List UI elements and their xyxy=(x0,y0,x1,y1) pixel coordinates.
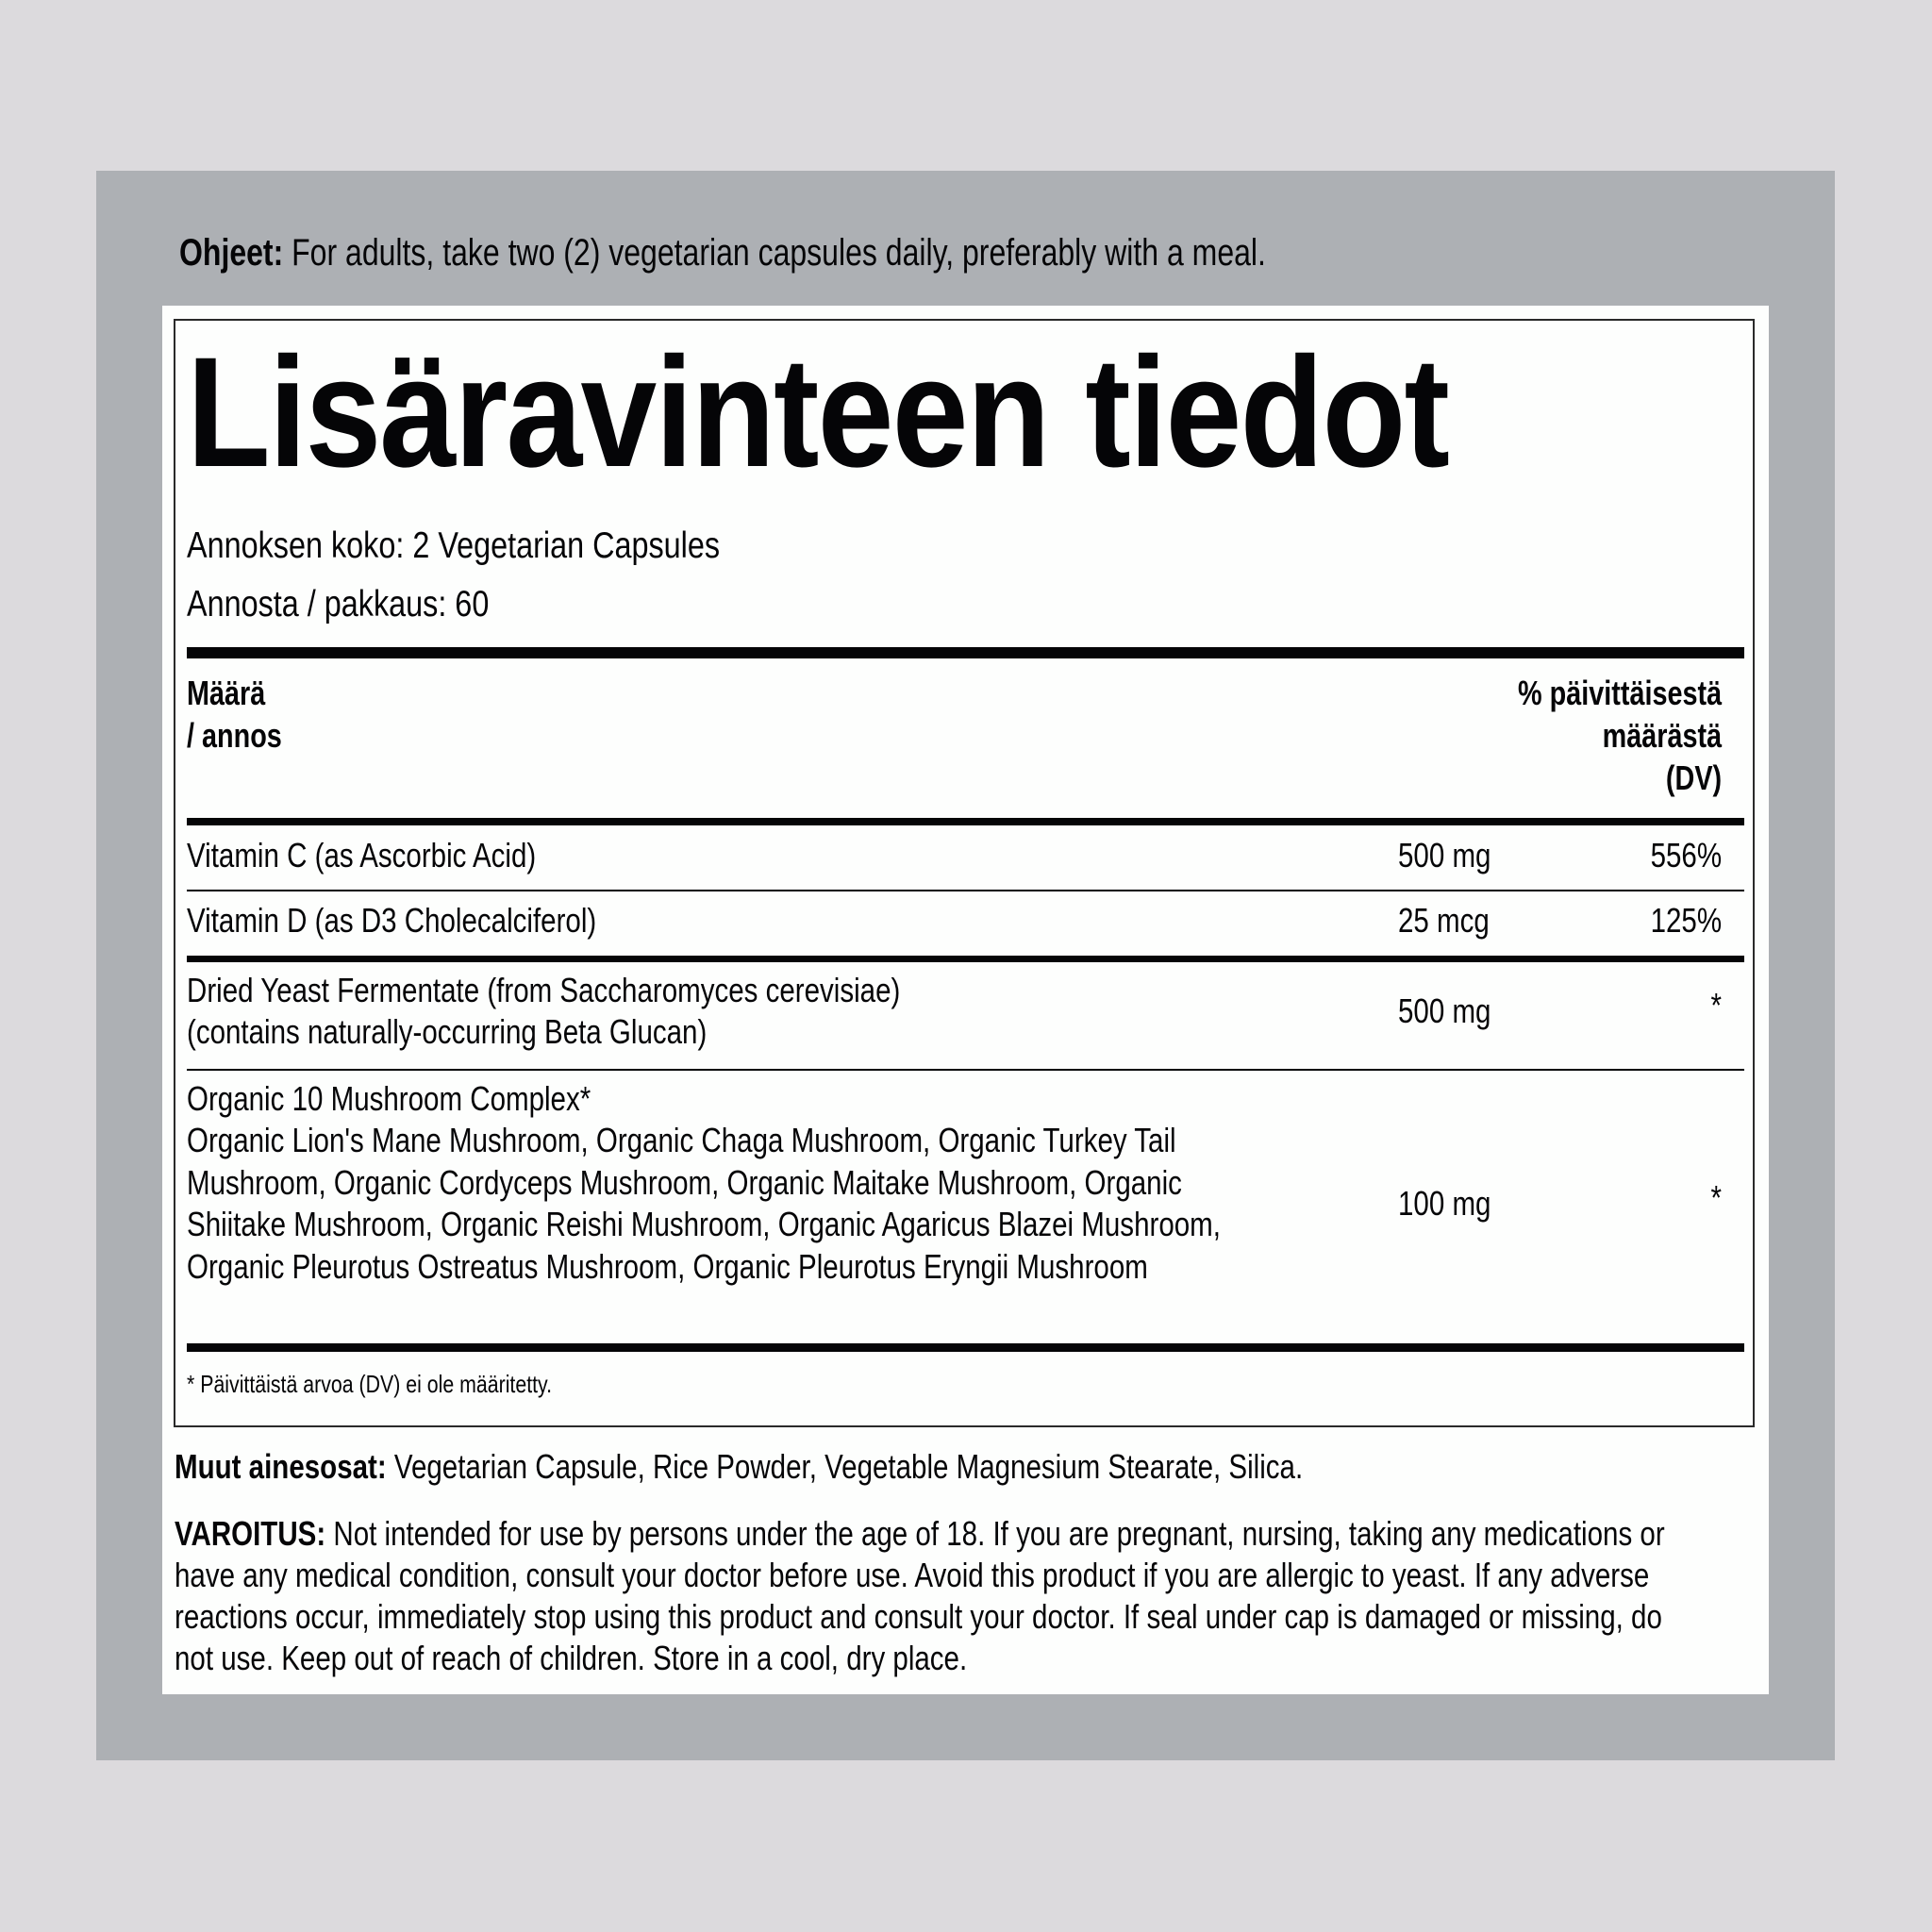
nutrient-amount: 500 mg xyxy=(1398,836,1491,874)
mushroom-complex-name: Organic 10 Mushroom Complex* xyxy=(187,1079,591,1118)
serving-size: Annoksen koko: 2 Vegetarian Capsules xyxy=(187,525,721,566)
other-ingredients-text: Vegetarian Capsule, Rice Powder, Vegetable Magnesium Stearate, Silica. xyxy=(386,1447,1304,1486)
medium-divider xyxy=(187,818,1744,825)
ingredient-dv: * xyxy=(1710,986,1722,1024)
dv-header-line2: määrästä xyxy=(1602,716,1722,755)
daily-value-header xyxy=(1518,672,1722,799)
ingredient-name-line1: Dried Yeast Fermentate (from Saccharomyces cerevisiae) xyxy=(187,971,901,1009)
nutrient-dv: 556% xyxy=(1650,836,1722,874)
mushroom-complex-amount: 100 mg xyxy=(1398,1184,1491,1223)
servings-per-container: Annosta / pakkaus: 60 xyxy=(187,584,490,625)
thick-divider xyxy=(187,647,1744,658)
warning-label: VAROITUS: xyxy=(175,1514,326,1553)
nutrient-name: Vitamin D (as D3 Cholecalciferol) xyxy=(187,901,597,940)
other-ingredients xyxy=(175,1447,1303,1487)
mushroom-complex-detail: Organic Lion's Mane Mushroom, Organic Chaga Mushroom, Organic Turkey Tail Mushroom, Organic Cordyceps Mushroom, Organic Maitake Mushroom, Organic Shiitake Mushroom, Organic Reishi Mushroom, Organic Agaricus Blazei Mushroom, Organic Pleurotus Ostreatus Mushroom, Organic Pleurotus Eryngii Mushroom xyxy=(187,1121,1221,1286)
amount-header-line1: Määrä xyxy=(187,674,266,712)
facts-title: Lisäravinteen tiedot xyxy=(187,325,1449,500)
dv-header-line1: % päivittäisestä xyxy=(1517,674,1722,712)
nutrient-dv: 125% xyxy=(1650,901,1722,940)
dv-footnote: * Päivittäistä arvoa (DV) ei ole määritetty. xyxy=(187,1370,553,1398)
ingredient-amount: 500 mg xyxy=(1398,991,1491,1030)
directions-label: Ohjeet: xyxy=(179,232,284,274)
thin-divider xyxy=(187,890,1744,891)
ingredient-name-line2: (contains naturally-occurring Beta Glucan) xyxy=(187,1012,708,1051)
directions xyxy=(179,232,1266,275)
warning-text: Not intended for use by persons under the age of 18. If you are pregnant, nursing, taking any medications or have any medical condition, consult your doctor before use. Avoid this product if you are allergic to yeast. If any adverse reactions occur, immediately stop using this product and consult your doctor. If seal under cap is damaged or missing, do not use. Keep out of reach of children. Store in a cool, dry place. xyxy=(175,1514,1665,1677)
nutrient-name: Vitamin C (as Ascorbic Acid) xyxy=(187,836,537,874)
dv-header-line3: (DV) xyxy=(1665,758,1722,797)
other-ingredients-label: Muut ainesosat: xyxy=(175,1447,387,1486)
amount-per-serving-header xyxy=(187,672,282,757)
warning xyxy=(175,1513,1672,1679)
nutrient-amount: 25 mcg xyxy=(1398,901,1490,940)
mushroom-complex-dv: * xyxy=(1710,1178,1722,1217)
amount-header-line2: / annos xyxy=(187,716,282,755)
medium-divider xyxy=(187,956,1744,962)
thick-divider xyxy=(187,1343,1744,1352)
directions-text: For adults, take two (2) vegetarian capsules daily, preferably with a meal. xyxy=(283,232,1266,274)
thin-divider xyxy=(187,1069,1744,1071)
